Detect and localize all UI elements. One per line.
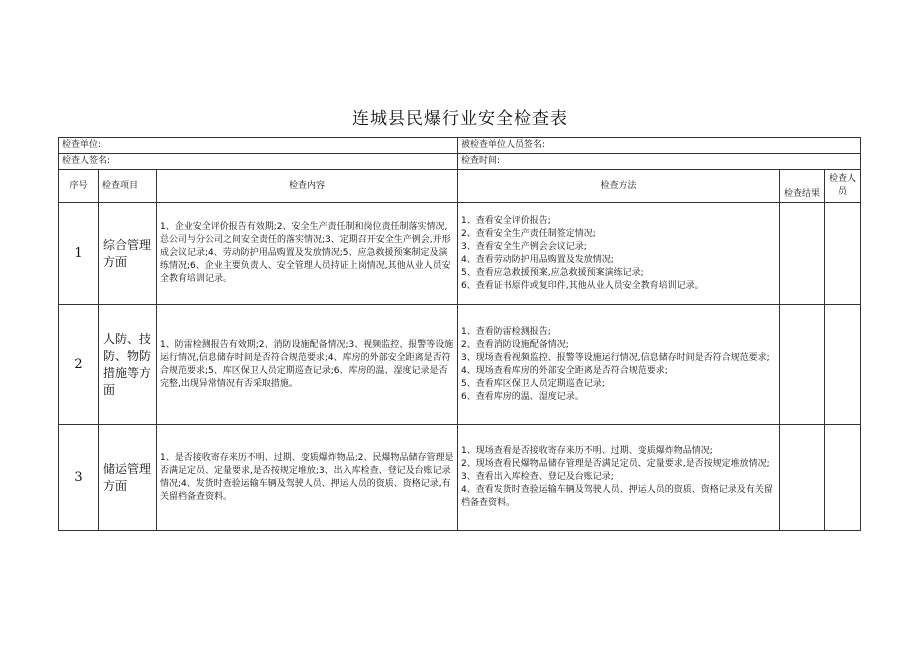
header-method: 检查方法 [458, 170, 780, 203]
method-line: 1、现场查看是否接收寄存来历不明、过期、变质爆炸物品情况; [461, 446, 713, 456]
row-content: 1、防雷检测报告有效期;2、消防设施配备情况;3、视频监控、报警等设施运行情况,信息储存时间是否符合规范要求;4、库房的外部安全距离是否符合规范要求;5、库区保卫人员定期巡查记录;6、库房的温、湿度记录是否完整,出现异常情况有否采取措施。 [157, 305, 458, 425]
row-result[interactable] [780, 425, 825, 531]
method-line: 2、现场查看民爆物品储存管理是否满足定员、定量要求,是否按规定堆放情况; [461, 459, 770, 469]
row-content: 1、是否接收寄存来历不明、过期、变质爆炸物品;2、民爆物品储存管理是否满足定员、定量要求,是否按规定堆放;3、出入库检查、登记及台账记录情况;4、发货时查验运输车辆及驾驶人员、押运人员的资质、资格记录,有关留档备查资料。 [157, 425, 458, 531]
row-person[interactable] [825, 305, 861, 425]
row-methods [458, 425, 780, 531]
method-line: 2、查看消防设施配备情况; [461, 339, 569, 350]
row-result[interactable] [780, 305, 825, 425]
table-row [59, 305, 861, 425]
method-line: 3、现场查看视频监控、报警等设施运行情况,信息储存时间是否符合规范要求; [461, 352, 770, 363]
header-seq: 序号 [59, 170, 99, 203]
row-item: 储运管理方面 [99, 425, 157, 531]
row-methods [458, 203, 780, 305]
row-person[interactable] [825, 203, 861, 305]
method-line: 3、查看安全生产例会会议记录; [461, 241, 587, 252]
header-person: 检查人员 [825, 170, 861, 203]
table-row [59, 203, 861, 305]
row-result[interactable] [780, 203, 825, 305]
method-line: 1、查看防雷检测报告; [461, 326, 551, 337]
inspection-time-cell: 检查时间: [458, 154, 861, 170]
method-line: 5、查看应急救援预案,应急救援预案演练记录; [461, 267, 644, 278]
row-methods [458, 305, 780, 425]
row-seq: 1 [59, 203, 99, 305]
info-row-inspector [59, 154, 861, 170]
row-seq: 3 [59, 425, 99, 531]
method-line: 3、查看出入库检查、登记及台账记录; [461, 472, 614, 482]
header-content: 检查内容 [157, 170, 458, 203]
method-line: 6、查看证书原件或复印件,其他从业人员安全教育培训记录。 [461, 280, 704, 291]
info-row-unit [59, 138, 861, 154]
row-content: 1、企业安全评价报告有效期;2、安全生产责任制和岗位责任制落实情况,总公司与分公司之间安全责任的落实情况;3、定期召开安全生产例会,并形成会议记录;4、劳动防护用品购置及发放情况;5、应急救援预案制定及演练情况;6、企业主要负责人、安全管理人员持证上岗情况,其他从业人员安全教育培训记录。 [157, 203, 458, 305]
method-line: 4、查看发货时查验运输车辆及驾驶人员、押运人员的资质、资格记录及有关留档备查资料。 [461, 485, 773, 508]
method-line: 6、查看库房的温、湿度记录。 [461, 391, 584, 402]
inspection-table [58, 137, 861, 531]
method-line: 5、查看库区保卫人员定期巡查记录; [461, 378, 605, 389]
row-seq: 2 [59, 305, 99, 425]
row-item: 综合管理方面 [99, 203, 157, 305]
method-line: 1、查看安全评价报告; [461, 215, 551, 226]
row-person[interactable] [825, 425, 861, 531]
table-row [59, 425, 861, 531]
header-result: 检查结果 [780, 170, 825, 203]
page-title: 连城县民爆行业安全检查表 [352, 109, 568, 129]
inspecting-unit-cell: 检查单位: [59, 138, 458, 154]
inspected-signature-cell: 被检查单位人员签名: [458, 138, 861, 154]
row-item: 人防、技防、物防措施等方面 [99, 305, 157, 425]
inspector-signature-cell: 检查人签名: [59, 154, 458, 170]
header-item: 检查项目 [99, 170, 157, 203]
method-line: 4、查看劳动防护用品购置及发放情况; [461, 254, 614, 265]
header-row [59, 170, 861, 203]
method-line: 2、查看安全生产责任制签定情况; [461, 228, 596, 239]
method-line: 4、现场查看库房的外部安全距离是否符合规范要求; [461, 365, 668, 376]
